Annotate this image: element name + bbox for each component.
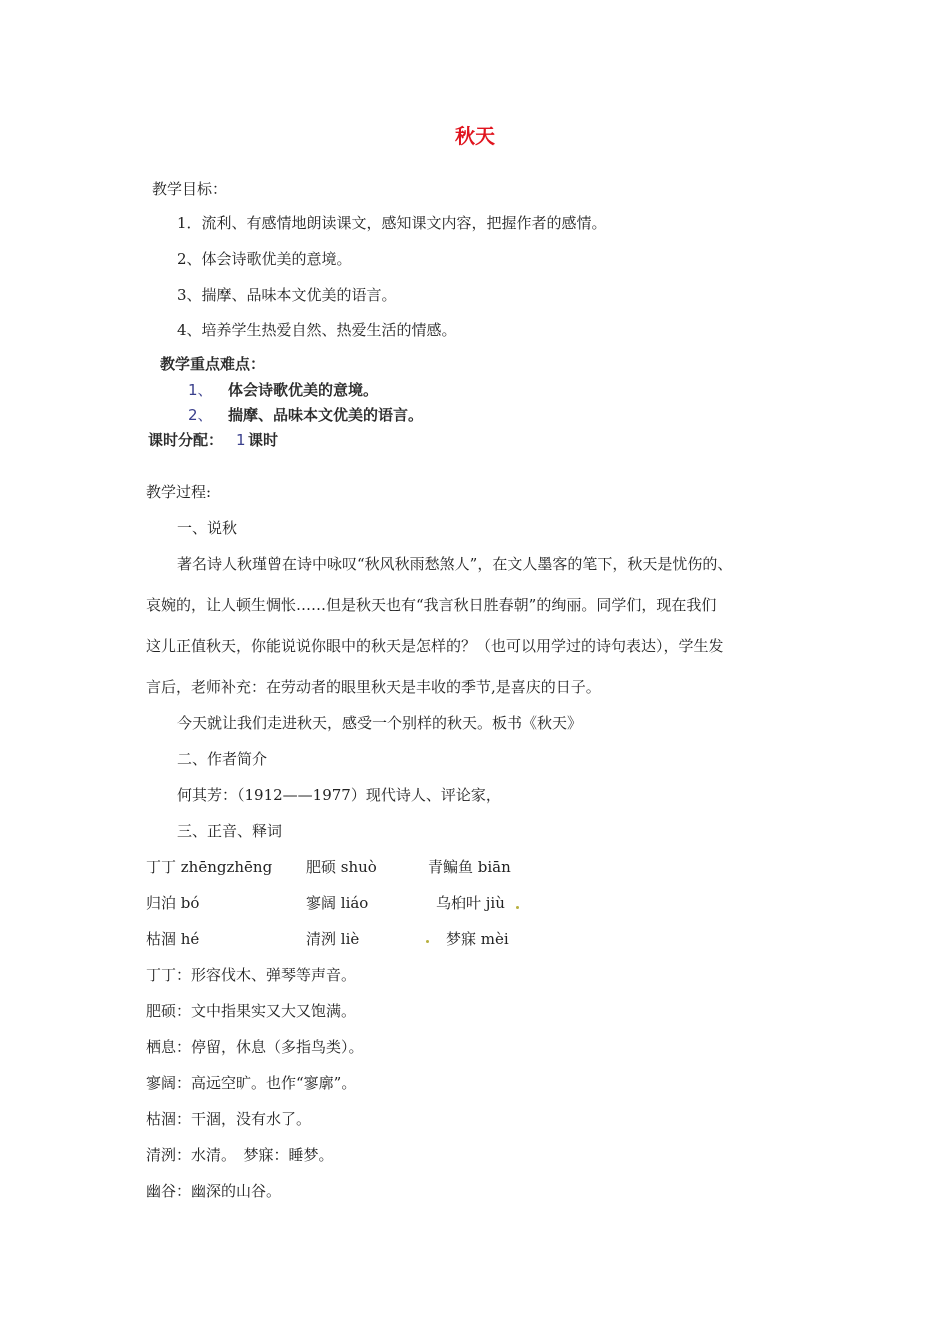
section-1-heading: 一、说秋 [177,519,238,537]
time-allocation-unit: 课时 [248,431,279,449]
definition-4: 寥阔：高远空旷。也作“寥廓”。 [146,1074,357,1092]
definition-3: 栖息：停留，休息（多指鸟类）。 [146,1038,364,1056]
definition-5: 枯涸：干涸，没有水了。 [146,1110,312,1128]
goal-item-1: 1．流利、有感情地朗读课文，感知课文内容，把握作者的感情。 [177,214,607,232]
paragraph-1-line-3: 这儿正值秋天，你能说说你眼中的秋天是怎样的？（也可以用学过的诗句表达），学生发 [146,637,724,655]
pinyin-row-1-col-1: 丁丁 zhēngzhēng [146,858,273,876]
goal-item-4: 4、培养学生热爱自然、热爱生活的情感。 [177,321,457,339]
pinyin-row-3-col-3: 梦寐 mèi [446,930,509,948]
key-points-image-block [148,352,448,452]
document-title: 秋天 [455,124,495,148]
key-point-2-text: 揣摩、品味本文优美的语言。 [228,406,424,424]
pinyin-row-1-col-2: 肥硕 shuò [306,858,377,876]
pinyin-row-2-col-1: 归泊 bó [146,894,200,912]
pinyin-row-1-col-3: 青鳊鱼 biān [428,858,511,876]
time-allocation-number: 1 [236,431,246,449]
goals-heading: 教学目标： [152,180,228,198]
pinyin-row-3-col-2: 清洌 liè [306,930,360,948]
key-point-1-number: 1、 [188,381,213,399]
stray-mark-dot [516,906,519,909]
pinyin-row-3-col-1: 枯涸 hé [146,930,200,948]
section-3-heading: 三、正音、释词 [177,822,283,840]
goal-item-2: 2、体会诗歌优美的意境。 [177,250,352,268]
definition-6: 清洌：水清。 梦寐：睡梦。 [146,1146,334,1164]
goal-item-3: 3、揣摩、品味本文优美的语言。 [177,286,397,304]
paragraph-1-line-2: 哀婉的，让人顿生惆怅……但是秋天也有“我言秋日胜春朝”的绚丽。同学们，现在我们 [146,596,717,614]
pinyin-row-2-col-3: 乌桕叶 jiù [436,894,505,912]
definition-1: 丁丁：形容伐木、弹琴等声音。 [146,966,357,984]
time-allocation-label: 课时分配： [148,431,224,449]
process-heading: 教学过程: [146,483,212,501]
definition-7: 幽谷：幽深的山谷。 [146,1182,282,1200]
stray-mark-dot [426,940,429,943]
author-intro: 何其芳：（1912——1977）现代诗人、评论家， [177,786,501,804]
key-point-1-text: 体会诗歌优美的意境。 [228,381,379,399]
section-2-heading: 二、作者简介 [177,750,268,768]
key-points-heading: 教学重点难点： [160,355,266,373]
paragraph-1-line-4: 言后，老师补充：在劳动者的眼里秋天是丰收的季节,是喜庆的日子。 [146,678,601,696]
paragraph-2: 今天就让我们走进秋天，感受一个别样的秋天。板书《秋天》 [177,714,583,732]
definition-2: 肥硕：文中指果实又大又饱满。 [146,1002,357,1020]
pinyin-row-2-col-2: 寥阔 liáo [306,894,369,912]
key-point-2-number: 2、 [188,406,213,424]
paragraph-1-line-1: 著名诗人秋瑾曾在诗中咏叹“秋风秋雨愁煞人”，在文人墨客的笔下，秋天是忧伤的、 [177,555,733,573]
